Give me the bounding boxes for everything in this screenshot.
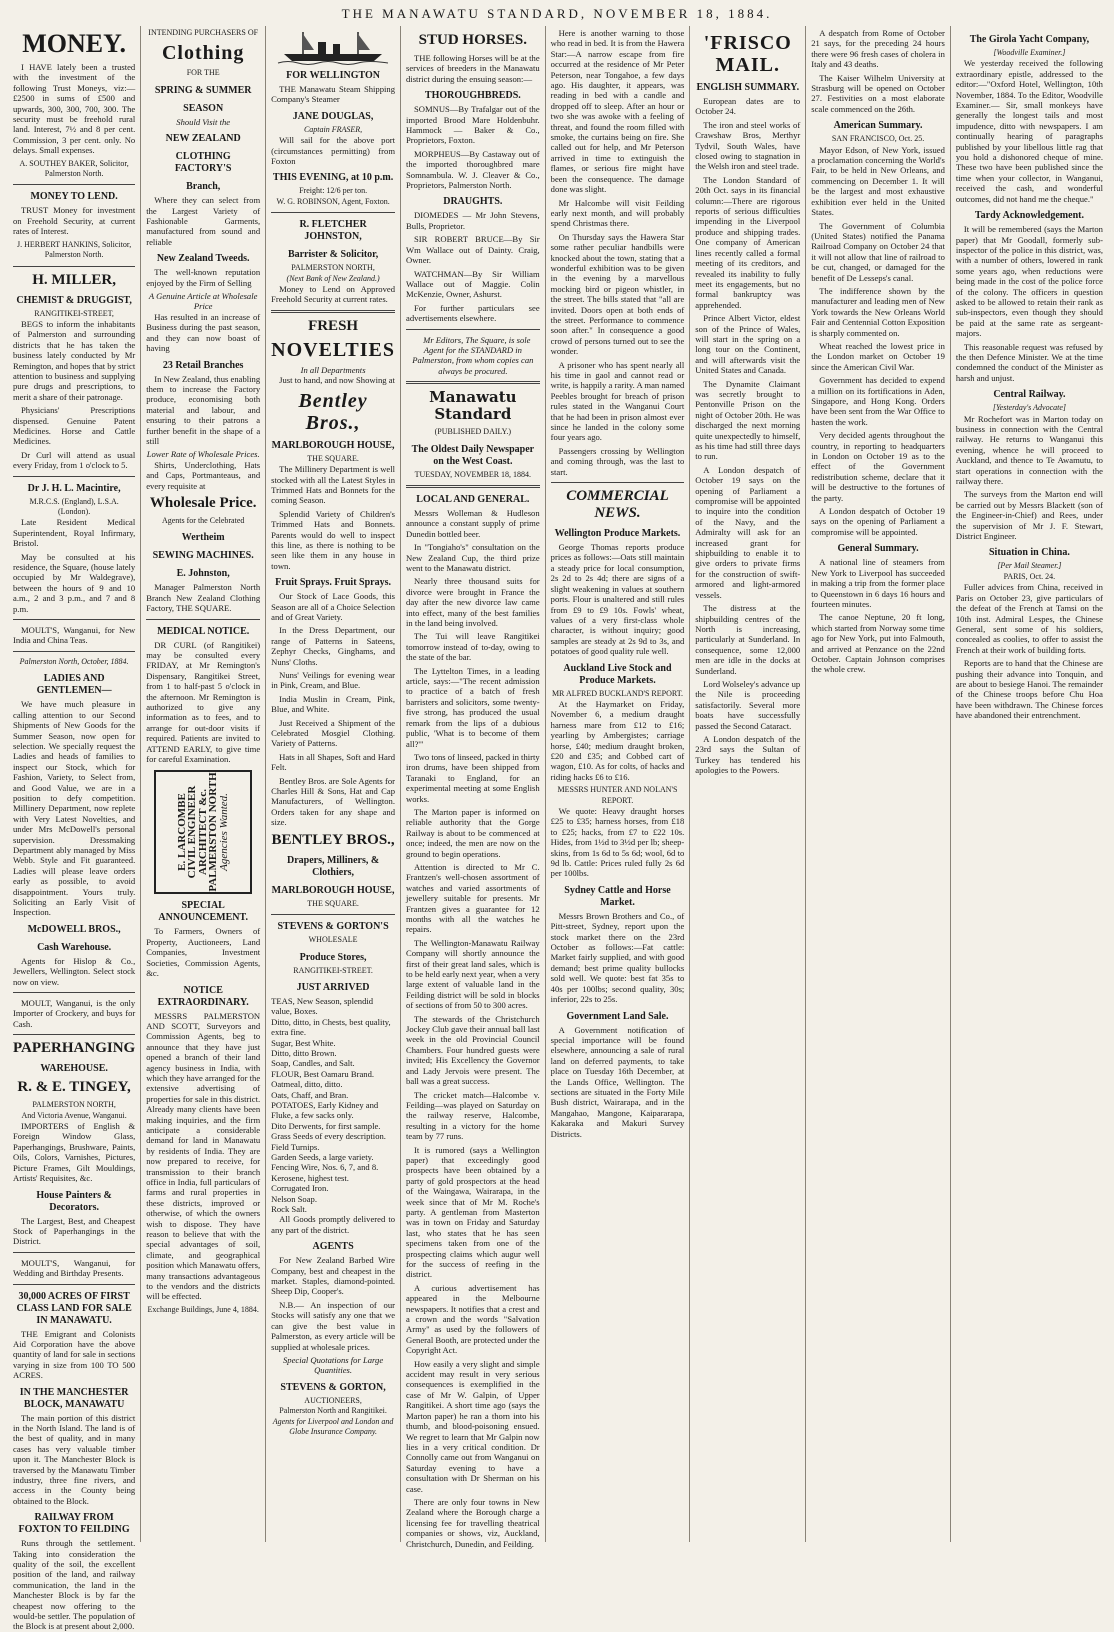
fletcher-body: Money to Lend on Approved Freehold Security at current rates. — [271, 284, 396, 305]
column-8 — [951, 26, 1108, 1542]
cash-body: Agents for Hislop & Co., Jewellers, Wellington. Select stock now on view. — [13, 955, 136, 987]
fletcher-place: PALMERSTON NORTH, — [291, 263, 375, 273]
garden: Garden Seeds, a large variety. — [271, 1152, 374, 1162]
miller-attend: Dr Curl will attend as usual every Friday, from 1 o'clock to 5. — [13, 449, 136, 471]
clothing-manager: Manager Palmerston North Branch New Zealand Clothing Factory, THE SQUARE. — [146, 582, 261, 614]
notice-title: NOTICE EXTRAORDINARY. — [157, 984, 249, 1008]
tardy-p2: This reasonable request was refused by the then Defence Minister. We at the time condemned the conduct of the Minister as harsh and unjust. — [955, 341, 1103, 383]
am-p6: Very decided agents throughout the country, in reporting to headquarters in London on October 19 as to the effect of the Government redistribution scheme, declare that it will be destructive to the fortunes of the party. — [811, 430, 945, 503]
column-7 — [806, 26, 951, 1542]
money-title: MONEY. — [22, 29, 126, 58]
land-rail: RAILWAY FROM FOXTON TO FEILDING — [18, 1512, 130, 1536]
lend-sign: J. HERBERT HANKINS, Solicitor, Palmerston North. — [17, 239, 132, 260]
local-p6: Two tons of linseed, packed in thirty iron drums, have been shipped from Taranaki to England, for an experimental meeting at some English works. — [406, 751, 540, 804]
marlborough-title: MARLBOROUGH HOUSE, — [271, 439, 395, 451]
local-p10: The stewards of the Christchurch Jockey Club gave their annual ball last week in the old Provincial Council Chambers. Four hundred guests were invited; His Excellency the Governor and Lady Jervois were present. The ball was a great success. — [406, 1013, 540, 1087]
tardy-title: Tardy Acknowledgement. — [974, 210, 1084, 222]
clothing-wholesale: Wholesale Price. — [149, 494, 257, 511]
c6-p5: The Dynamite Claimant was secretly brought to Pentonville Prison on the night of October 20th. He was discharged the next morning quite unexpectedly to himself, as his time had still three days to run. — [695, 378, 801, 462]
oatmeal: Oatmeal, ditto, ditto. — [271, 1079, 343, 1090]
local-p3: Nearly three thousand suits for divorce were brought in France the day after the new divorce law came into effect, many of the best families in the land being involved. — [406, 576, 540, 629]
c6-p8: Lord Wolseley's advance up the Nile is proceeding satisfactorily. Several more boats have successfully passed the Second Cataract. — [695, 678, 801, 731]
novelties-in: In all Departments — [300, 364, 366, 375]
china-sub: [Per Mail Steamer.] — [997, 561, 1062, 571]
clothing-season2: SEASON — [183, 102, 224, 114]
am-p1: Mayor Edson, of New York, issued a proclamation concerning the World's Fair, to be held in New Orleans, and commencing on December 1. It will be the largest and most exhaustive exhibition ever held in the United States. — [811, 144, 945, 218]
mac-body: May be consulted at his residence, the Square, (house lately occupied by Mr Waldegrave), between the hours of 9 and 10 a.m., 2 and 3 p.m., and 7 and 8 p.m. — [13, 551, 136, 614]
nb: N.B.— An inspection of our Stocks will satisfy any one that we can give the best value in Palmerston, as every article will be supplied at wholesale prices. — [271, 1299, 396, 1352]
china-title: Situation in China. — [988, 547, 1070, 559]
c6-p3: The London Standard of 20th Oct. says in its financial column:—There are rigorous reports of serious difficulties impending in the Liverpool produce and shipping trades. One company of American lines recently called a formal meeting of its creditors, and revealed its inability to fully meet its engagements, but no formal bankruptcy was apprehended. — [695, 174, 801, 310]
novelties-title: NOVELTIES — [271, 338, 396, 361]
american-title: American Summary. — [833, 120, 923, 132]
draughts: DRAUGHTS. — [443, 196, 503, 208]
seeds: Dito Derwents, for first sample. — [271, 1120, 381, 1131]
c5-p3: On Thursday says the Hawera Star some rather peculiar handbills were knocked about the town, stating that a wonderful exhibition was to be given in the evening by a marvellous mocking bird or pigeon whistler, in the street. The bills stated that "all are invited. Doors open at both ends of the street. Performance to commence soon after." In consequence a good crowd of persons turned out to see the wonder. — [550, 231, 685, 357]
agents-body: For New Zealand Barbed Wire Company, best and cheapest in the market. Staples, diamond-pointed. Sheep Dip, Cooper's. — [271, 1255, 396, 1297]
potatoes: POTATOES, Early Kidney and Fluke, a few sacks only. — [271, 1099, 379, 1121]
auckland-title: Auckland Live Stock and Produce Markets. — [563, 662, 672, 686]
clothing-sewing: SEWING MACHINES. — [152, 550, 254, 562]
paper-sub: WAREHOUSE. — [40, 1063, 108, 1075]
central-p2: The surveys from the Marton end will be carried out by Messrs Blackett (son of the Engineer-in-Chief) and Rees, under the supervision of Mr J. F. Stewart, District Engineer. — [955, 489, 1103, 542]
tingey-body: IMPORTERS of English & Foreign Window Glass, Paperhangings, Brushware, Paints, Oils, Colors, Varnishes, Pictures, Picture Frames, Gilt Mouldings, Artists' Requisites, &c. — [13, 1121, 136, 1184]
column-5 — [546, 26, 691, 1542]
mac-late: Late Resident Medical Superintendent, Royal Infirmary, Bristol. — [13, 517, 136, 549]
moult2-body: MOULT, Wanganui, is the only Importer of Crockery, and buys for Cash. — [13, 998, 136, 1029]
ship-body2: Will sail for the above port (circumstances permitting) from Foxton — [271, 135, 396, 167]
further: For further particulars see advertisements elsewhere. — [406, 302, 540, 324]
girola-p1: We yesterday received the following extraordinary epistle, addressed to the editor:—"Oxford Hotel, Wellington, 10th November, 1884. To the Editor, Woodville Examiner.— Sir, small monkeys have generally the longest tails and most impudence, ditto with newspapers. I am continually hearing of paragraphs published by your libellous little rag that you hold a dishonored cheque of mine. These two have been published since the time when your collector, in Wanganui, received the cash, and wonderful outcomes, did not hand me the cheque." — [955, 58, 1103, 204]
china-p2: Reports are to hand that the Chinese are pushing their advance into Tonquin, and are about to besiege Hanoi. The remainder of the Chinese troops before Chu Hoa have been withdrawn. The Chinese forces have abandoned their entrenchment. — [955, 658, 1103, 721]
turnips: Field Turnips. — [271, 1141, 320, 1152]
gen-p1: A national line of steamers from New York to Liverpool has succeeded in making a trip from the former place to Queenstown in 6 days 16 hours and fourteen minutes. — [811, 557, 945, 609]
central-p1: Mr Rochefort was in Marton today on business in connection with the Central railway. He returns to Wanganui this evening, whence he will proceed to Auckland, and thence to Te Awamutu, to start operations in connection with the railway there. — [955, 413, 1103, 487]
clothing-body4: In New Zealand, thus enabling them to increase the Factory produce, economising both material and labour, and ensuring to their patrons a further benefit in the shape of a still — [146, 373, 261, 446]
local-p4: The Tui will leave Rangitikei tomorrow instead of to-day, owing to the state of the bar. — [406, 631, 540, 663]
c5-p2: Mr Halcombe will visit Feilding early next month, and will probably spend Christmas there. — [550, 197, 685, 229]
ship-agent: W. G. ROBINSON, Agent, Foxton. — [276, 196, 390, 206]
fletcher-title: R. FLETCHER JOHNSTON, — [299, 219, 367, 243]
moult3-body: MOULT'S, Wanganui, for Wedding and Birthday Presents. — [13, 1257, 136, 1279]
ditto2: Ditto, ditto Brown. — [271, 1047, 337, 1058]
c6-p4: Prince Albert Victor, eldest son of the Prince of Wales, will start in the spring on a long tour on the Continent, and will afterwards visit the United States and Canada. — [695, 313, 801, 376]
gen-p2: The canoe Neptune, 20 ft long, which started from Norway some time ago for New York, put into Falmouth, and arrived at Penzance on the 22nd October. Captain Johnson comprises the whole crew. — [811, 612, 945, 675]
sydney-title: Sydney Cattle and Horse Market. — [564, 884, 671, 908]
ladies-title: LADIES AND GENTLEMEN— — [36, 673, 112, 697]
published: (PUBLISHED DAILY.) — [434, 427, 512, 437]
miller-body: BEGS to inform the inhabitants of Palmerston and surrounding districts that he has taken the business lately conducted by Mr Remington, and hopes that by strict attention to business and supplying pure drugs and prescriptions, to merit a share of their patronage. — [13, 318, 136, 402]
salt: Rock Salt. — [271, 1204, 307, 1215]
sprays-body7: Bentley Bros. are Sole Agents for Charles Hill & Sons, Hat and Cap Manufacturers, of Wellington. Orders taken for any shape and size. — [271, 775, 396, 828]
girola-title: The Girola Yacht Company, — [969, 34, 1090, 45]
clothing-branch: Branch, — [186, 181, 221, 193]
clothing-article: A Genuine Article at Wholesale Price — [148, 291, 258, 312]
moult1-body: MOULT'S, Wanganui, for New India and China Teas. — [13, 625, 136, 646]
c6-p6: A London despatch of October 19 says on the opening of Parliament a compromise will be appointed to inquire into the condition of the Navy, and the Admiralty will ask for an increased grant for shipbuilding to enable it to give orders to private firms for the construction of swift-armored and light-armored vessels. — [695, 464, 801, 600]
tingey-house: House Painters & Decorators. — [36, 1189, 112, 1213]
marlborough-square: THE SQUARE. — [307, 453, 359, 463]
c5-p4: A prisoner who has spent nearly all his time in gaol and cannot read or write, is happily a rarity. A man named Peebles brought for breach of prison rules stated in the Wanganui Court that he had been in prison almost ever since he landed in the colony some four years ago. — [550, 359, 685, 443]
local-p2: In "Tongiaho's" consultation on the New Zealand Cup, the third prize went to the Manawatu district. — [406, 542, 540, 573]
square2: THE SQUARE. — [307, 898, 359, 908]
am-p4: Wheat reached the lowest price in the London market on October 19 since the American Civil War. — [811, 340, 945, 372]
frisco-title: 'FRISCO MAIL. — [703, 32, 792, 76]
land-title: 30,000 ACRES OF FIRST CLASS LAND FOR SALE IN MANAWATU. — [16, 1290, 132, 1326]
exchange: Exchange Buildings, June 4, 1884. — [147, 1304, 259, 1314]
c6-p9: A London despatch of the 23rd says the Sultan of Turkey has tendered his apologies to the Powers. — [695, 733, 801, 776]
am-p7: A London despatch of October 19 says on the opening of Parliament a compromise will be appointed. — [811, 506, 945, 537]
ship-captain: Captain FRASER, — [303, 124, 363, 134]
tingey-place: PALMERSTON NORTH, — [32, 1100, 116, 1110]
land-body: THE Emigrant and Colonists Aid Corporation have the above quantity of land for sale in sections varying in size from 100 TO 500 ACRES. — [13, 1328, 136, 1381]
ship-time: THIS EVENING, at 10 p.m. — [272, 172, 394, 184]
mac-title: Dr J. H. L. Macintire, — [27, 482, 121, 494]
tingey-stock: The Largest, Best, and Cheapest Stock of Paperhangings in the District. — [13, 1215, 136, 1247]
am-p5: Government has decided to expend a million on its fortifications in Aden, Singapore, and Hong Kong. Orders have been sent from the War Office to hasten the work. — [811, 375, 945, 427]
paper-name: Manawatu Standard — [429, 388, 517, 424]
clothing-lower: Lower Rate of Wholesale Prices. — [146, 449, 260, 460]
local-p15: There are only four towns in New Zealand where the Borough charge a licensing fee for travelling theatrical companies or shows, viz, Auckland, Christchurch, Dunedin, and Feilding. — [406, 1496, 540, 1549]
editors: Mr Editors, The Square, is sole Agent for the STANDARD in Palmerston, from whom copies can always be procured. — [412, 334, 534, 376]
oldest: The Oldest Daily Newspaper on the West Coast. — [411, 443, 535, 467]
ship-freight: Freight: 12/6 per ton. — [299, 186, 368, 196]
column-1 — [8, 26, 141, 1632]
sprays-body5: Just Received a Shipment of the Celebrated Mosgiel Clothing. Variety of Patterns. — [271, 717, 396, 749]
sprays-body2: In the Dress Department, our range of Patterns in Sateens, Zephyr Checks, Ginghams, and Nuns' Cloths. — [271, 625, 396, 667]
nelson: Nelson Soap. — [271, 1193, 317, 1204]
tardy-p1: It will be remembered (says the Marton paper) that Mr Goodall, formerly sub-inspector of the police in this district, was, with a number of others, lowered in rank some years ago, when reductions were being made in the cost of the police force of the colony. The officers in question asked to be allowed to retain their rank as sub-inspectors, even though they should be paid at the same rate as sergeant-majors. — [955, 224, 1103, 339]
morpheus: MORPHEUS—By Castaway out of the imported thoroughbred mare Somnambula. W. J. Cleaver & Co., Proprietors, Palmerston North. — [406, 148, 540, 191]
fletcher-sub: Barrister & Solicitor, — [287, 249, 379, 261]
ship-title: FOR WELLINGTON — [286, 70, 380, 81]
novelties-body: Just to hand, and now Showing at — [279, 375, 395, 386]
box-line4: PALMERSTON NORTH — [207, 772, 220, 893]
clothing-nz: NEW ZEALAND — [165, 133, 241, 145]
larcombe-card — [154, 770, 252, 894]
somnus: SOMNUS—By Trafalgar out of the imported Brood Mare Holdenbuhr. Hammock — Baker & Co., Proprietors, Foxton. — [406, 104, 540, 146]
teas: TEAS, New Season, splendid value, Boxes. — [271, 995, 374, 1017]
local-p8: Attention is directed to Mr C. Frantzen's well-chosen assortment of watches and varied assortments of jewellery suitable for presents. Mr Frantzen gives a guarantee for 12 months with all the watches he repairs. — [406, 861, 540, 935]
land-body3: Runs through the settlement. Taking into consideration the quality of the soil, the excellent position of the land, and railway communication, the land in the Manchester Block is by far the cheapest now offering to the would-be settler. The population of the Block is at present about 2,000. — [13, 1538, 136, 1632]
column-3 — [266, 26, 401, 1542]
clothing-agents: Agents for the Celebrated — [161, 515, 245, 525]
clothing-season: SPRING & SUMMER — [154, 84, 252, 96]
am-p2: The Government of Columbia (United States) notified the Panama Railroad Company on October 24 that it will not allow that line of railroad to be cut, changed, or damaged for the benefit of De Lesseps's canal. — [811, 220, 945, 283]
box-line1: E. LARCOMBE — [176, 793, 189, 872]
lend-body: TRUST Money for investment on Freehold Security, at current rates of Interest. — [13, 205, 136, 237]
stud-body: THE following Horses will be at the services of breeders in the Manawatu district during the ensuing season:— — [406, 53, 540, 84]
orders: All Goods promptly delivered to any part of the district. — [271, 1214, 396, 1235]
c5-p1: Here is another warning to those who read in bed. It is from the Hawera Star:—A narrow escape from fire occurred at the residence of Mr Peter Peterson, near Tongahoe, a few days ago. His daughter, it appears, was reading in bed with a candle and dropped off to sleep. After an hour or two she was awoke with a feeling of threat, and found the room filled with smoke, the curtains being on fire. She called out for help, and Mr Peterson arrived in time to extinguish the flames, or serious fire might have been the consequence. The damage done was slight. — [550, 28, 685, 195]
clothing-johnston: E. Johnston, — [176, 568, 230, 580]
box-line5: Agencies Wanted. — [217, 793, 230, 872]
ship-body: THE Manawatu Steam Shipping Company's Steamer — [271, 84, 396, 105]
auctioneers: AUCTIONEERS, — [304, 1395, 362, 1405]
clothing-title: Clothing — [161, 42, 245, 65]
local-p9: The Wellington-Manawatu Railway Company will shortly announce the first of their great land sales, which is to be held early next year, when a very large extent of valuable land in the Feilding district will be sold in blocks of sections of from 50 to 300 acres. — [406, 937, 540, 1011]
auckland-body: At the Haymarket on Friday, November 6, a medium draught harness mare from £12 to £16; yearling by Ambergistes; carriage horse, £40; medium draught broken, £20 and £35; and Cobbed cart of wagon, £10. As for colts, of hacks and riding hacks £6 to £16. — [550, 698, 685, 782]
marlborough-body2: Splendid Variety of Children's Trimmed Hats and Bonnets. Parents would do well to inspect this line, as there is nothing to be seen like them in any house in town. — [271, 508, 396, 571]
tingey-title: R. & E. TINGEY, — [17, 1079, 131, 1096]
masthead: THE MANAWATU STANDARD, NOVEMBER 18, 1884. — [341, 6, 773, 21]
land-body2: The main portion of this district in the North Island. The land is of the best of quality, and in many cases has very valuable timber upon it. The Manchester Block is traversed by the Manawatu Timber industry, three fine rivers, and access in the County being obtained to the Block. — [13, 1412, 136, 1506]
tingey-and: And Victoria Avenue, Wanganui. — [21, 1110, 127, 1120]
grass: Grass Seeds of every description. — [271, 1131, 386, 1142]
notice-body: MESSRS PALMERSTON AND SCOTT, Surveyors and Commission Agents, beg to announce that they have just opened a branch of their land agency business in India, with which they have arranged for the extensive advertising of properties for sale in this district. Already many clients have been making inquiries, and the firm anticipate a considerable demand for land in Manawatu by residents of India. They are now prepared to receive, for transmission to their branch office in India, full particulars of farms and rural properties in these districts, improved or otherwise, of which the owners wish to dispose. They have reason to believe that with the special advantages of soil, climate, and geographical position which Manawatu offers, many transactions advantageous to the vendors and the districts will be effected. — [146, 1010, 261, 1302]
box-line3: ARCHITECT &c. — [196, 789, 209, 876]
paper-title: PAPERHANGING — [13, 1040, 136, 1057]
column-2 — [141, 26, 266, 1542]
drapers: Drapers, Milliners, & Clothiers, — [286, 854, 380, 878]
marlborough-body: The Millinery Department is well stocked with all the Latest Styles in Trimmed Hats and Bonnets for the coming Season. — [271, 464, 396, 506]
bentley-title: Bentley Bros., — [298, 389, 368, 434]
miller-sub: CHEMIST & DRUGGIST, — [16, 294, 132, 306]
thorough: THOROUGHBREDS. — [424, 90, 521, 102]
sprays-body3: Nuns' Veilings for evening wear in Pink, Cream, and Blue. — [271, 670, 396, 691]
kerosene: Kerosene, highest test. — [271, 1172, 349, 1183]
girola-sub: [Woodville Examiner.] — [993, 48, 1066, 57]
miller-title: H. MILLER, — [32, 271, 116, 288]
am-p3: The indifference shown by the manufacturer and leading men of New York towards the New Orleans World Fair and Centennial Cotton Exposition is sharply commented on. — [811, 285, 945, 338]
flour: FLOUR, Best Oamaru Brand. — [271, 1068, 375, 1079]
gov-body: A Government notification of special importance will be found elsewhere, announcing a sale of rural land on deferred payments, to take place on Tuesday 16th December, at the Lands Office, Wellington. The sections are situated in the Forty Mile Bush district, Wairarapa, and in the Mangahao, Mangone, Kaipararapa, Kakaraka and Makuri Survey Districts. — [550, 1024, 685, 1139]
clothing-branches: 23 Retail Branches — [162, 359, 244, 371]
sprays-title: Fruit Sprays. Fruit Sprays. — [275, 577, 391, 589]
arrived: JUST ARRIVED — [296, 981, 370, 993]
oats: Oats, Chaff, and Bran. — [271, 1089, 349, 1100]
local-p14: How easily a very slight and simple accident may result in very serious consequences is exemplified in the case of Mr W. Galpin, of Upper Rangitikei. A short time ago (says the Marton paper) he ran a thorn into his thumb, and blood-poisoning ensued. We regret to learn that Mr Galpin now lies in a very critical condition. Dr Connolly came out from Wanganui on Saturday evening to have a consultation with Dr Sherman on his case. — [406, 1358, 540, 1494]
iron: Corrugated Iron. — [271, 1183, 329, 1194]
miller-street: RANGITIKEI-STREET, — [34, 308, 114, 318]
watchman: WATCHMAN—By Sir William Wallace out of Maggie. Colin McKenzie, Owner, Ashurst. — [406, 268, 540, 300]
clothing-for: FOR THE — [186, 68, 220, 78]
produce: Produce Stores, — [299, 951, 367, 963]
ditto: Ditto, ditto, in Chests, best quality, extra fine. — [271, 1016, 391, 1038]
special-title: SPECIAL ANNOUNCEMENT. — [158, 900, 248, 924]
china-p1: Fuller advices from China, received in Paris on October 23, give particulars of the defeat of the French at Tamsi on the 10th inst. Admiral Lespes, the Chinese General, sent some of his soldiers, concealed as coolies, to offer to assist the French at their work of building forts. — [955, 582, 1103, 655]
marlborough2: MARLBOROUGH HOUSE, — [271, 884, 395, 896]
c7-p1: A despatch from Rome of October 21 says, for the preceding 24 hours there were 96 fresh cases of cholera in Italy and 43 deaths. — [811, 28, 945, 70]
clothing-intro: INTENDING PURCHASERS OF — [148, 28, 259, 37]
clothing-shirts: Shirts, Underclothing, Hats and Caps, Portmanteaus, and every requisite at — [146, 459, 261, 491]
medical-title: MEDICAL NOTICE. — [157, 625, 250, 637]
cash-title: Cash Warehouse. — [37, 941, 112, 953]
medical-body: DR CURL (of Rangitikei) may be consulted every FRIDAY, at Mr Remington's Dispensary, Rangitikei Street, from 1 to half-past 5 o'clock in the afternoon. Mr Remington is authorized to give any information as to fees, and to arrange for out-door visits if required. Patients are invited to ATTEND EARLY, to give time for careful Examination. — [146, 639, 261, 765]
money-sign: A. SOUTHEY BAKER, Solicitor, Palmerston North. — [19, 158, 129, 179]
sprays-body6: Hats in all Shapes, Soft and Hard Felt. — [271, 751, 396, 773]
china-place: PARIS, Oct. 24. — [1003, 571, 1056, 581]
newspaper-page — [8, 26, 1108, 1632]
streets: Palmerston North and Rangitikei. — [279, 1406, 387, 1416]
special-body: To Farmers, Owners of Property, Auctioneers, Land Companies, Investment Societies, Commission Agents, &c. — [146, 926, 261, 979]
central-sub: [Yesterday's Advocate] — [992, 403, 1067, 413]
c6-p2: The iron and steel works of Crawshaw Bros, Merthyr Tydvil, South Wales, have closed owing to stagnation in the Welsh iron and steel trade. — [695, 119, 801, 172]
fletcher-next: (Next Bank of New Zealand.) — [286, 273, 380, 283]
robert: SIR ROBERT BRUCE—By Sir Wm Wallace out of Dainty. Craig, Owner. — [406, 234, 540, 266]
c6-p7: The distress at the shipbuilding centres of the North is increasing, particularly at Sunderland. In consequence, some 12,000 men are idle in the docks at Sunderland. — [695, 603, 801, 676]
quotations: Special Quotations for Large Quantities. — [282, 1354, 384, 1376]
local-p12: It is rumored (says a Wellington paper) that exceedingly good prospects have been obtained by a party of gold prospectors at the head of the Waingawa, Wairarapa, in the week since that of Mr M. Roche's party. A gentleman from Masterton was in town on Friday and Saturday last, who states that he has seen specimens taken from one of the prospecting claims which augur well for the success of reefing in the district. — [406, 1144, 540, 1280]
stevens-title: STEVENS & GORTON'S — [277, 921, 389, 933]
auckland-sub: MR ALFRED BUCKLAND'S REPORT. — [551, 688, 683, 698]
local-p1: Messrs Wolleman & Hudleson announce a constant supply of prime Dunedin bottled beer. — [406, 507, 540, 539]
steamship-icon — [278, 30, 388, 64]
central-title: Central Railway. — [993, 389, 1066, 401]
local-p11: The cricket match—Halcombe v. Feilding—was played on Saturday on the railway reserve, Halcombe, resulting in a victory for the home team by 77 runs. — [406, 1089, 540, 1142]
hunter-title: MESSRS HUNTER AND NOLAN'S REPORT. — [557, 785, 678, 805]
local-p5: The Lyttelton Times, in a leading article, says:—"The recent admission to practice of a batch of fresh barristers and solicitors, some twenty-five strong, has produced the usual remark from the lips of a dubious public, 'What is to become of them all?'" — [406, 665, 540, 749]
well-body: George Thomas reports produce prices as follows:—Oats still maintain a steady price for local consumption, 2s 2d to 2s 4d; there are signs of a slight weakening in values at southern ports. Flour is unaltered and still rules from £9 to £9 10s. Fowls' wheat, values of a very first-class whole character, is without inquiry; good samples are steady at 2s 9d to 3s, and potatoes of good quality rule well. — [550, 542, 685, 657]
commercial-title: COMMERCIAL NEWS. — [566, 488, 669, 522]
clothing-body: Where they can select from the Largest Variety of Fashionable Garments, manufactured from sound and reliable — [146, 195, 261, 247]
soap: Soap, Candles, and Salt. — [271, 1058, 355, 1069]
gov-title: Government Land Sale. — [566, 1010, 669, 1022]
wholesale: WHOLESALE — [308, 935, 358, 945]
stud-title: STUD HORSES. — [418, 32, 528, 48]
c7-p2: The Kaiser Wilhelm University at Strasburg will be opened on October 27. Festivities on a most elaborate scale commenced on the 26th. — [811, 72, 945, 114]
c5-p5: Passengers crossing by Wellington and coming through, was the last to start. — [550, 445, 685, 477]
sprays-body: Our Stock of Lace Goods, this Season are all of a Choice Selection and of Great Variety. — [271, 591, 396, 622]
ladies-body: We have much pleasure in calling attention to our Second Shipments of New Goods for the Summer Season, now open for selection. We specially request the Ladies and heads of families to inspect our Stock, which for Fashion, Variety, to Select from, and Good Value, we are in a position to defy competition. Millinery Department, now replete with Very Latest Novelties, and under Mrs McDowell's personal supervision. Dressmaking Department ably managed by Miss Webb. Style and Fit guaranteed. Ladies will please leave orders early as possible, to avoid disappointment. Yours truly. Soliciting an Early Visit of Inspection. — [13, 699, 136, 918]
local-title: LOCAL AND GENERAL. — [416, 493, 530, 505]
clothing-visit: Should Visit the — [176, 116, 231, 127]
bentley2-title: BENTLEY BROS., — [271, 831, 395, 848]
clothing-factory: CLOTHING FACTORY'S — [174, 151, 232, 175]
sprays-body4: India Muslin in Cream, Pink, Blue, and White. — [271, 693, 396, 715]
local-p7: The Marton paper is informed on reliable authority that the Gorge Railway is about to be commenced at once; indeed, the men are now on the ground to begin operations. — [406, 806, 540, 859]
box-line2: CIVIL ENGINEER — [186, 786, 199, 879]
ship-name: JANE DOUGLAS, — [292, 110, 374, 122]
diomedes: DIOMEDES — Mr John Stevens, Bulls, Proprietor. — [406, 210, 540, 231]
wellington-title: Wellington Produce Markets. — [554, 528, 681, 540]
agents: AGENTS — [312, 1241, 354, 1253]
english-title: ENGLISH SUMMARY. — [696, 82, 800, 93]
agents-lpool: Agents for Liverpool and London and Globe Insurance Company. — [272, 1416, 394, 1436]
general-title: General Summary. — [837, 543, 919, 555]
mac-quals: M.R.C.S. (England), L.S.A. (London). — [29, 496, 119, 516]
miller-phys: Physicians' Prescriptions dispensed. Genuine Patent Medicines. Horse and Cattle Medicines. — [13, 405, 136, 447]
ladies-sign: McDOWELL BROS., — [27, 923, 121, 935]
column-6 — [690, 26, 806, 1542]
clothing-wertheim: Wertheim — [181, 532, 225, 544]
fresh-title: FRESH — [308, 317, 359, 334]
sugar: Sugar, Best White. — [271, 1037, 336, 1048]
land-in: IN THE MANCHESTER BLOCK, MANAWATU — [19, 1386, 129, 1410]
money-body: I HAVE lately been a trusted with the investment of the following Trust Moneys, viz:— £2500 in sums of £500 and upwards, 300, 300, 700, 300. The security must be freehold rural land. Interest, 7½ and 8 per cent. Commission, 3 per cent. only. No delays. Small expenses. — [13, 62, 136, 156]
clothing-body2: The well-known reputation enjoyed by the Firm of Selling — [146, 267, 261, 288]
stevens2: STEVENS & GORTON, — [280, 1381, 386, 1393]
c6-p1: European dates are to October 24. — [695, 96, 801, 117]
ladies-date: Palmerston North, October, 1884. — [19, 656, 129, 666]
column-4 — [401, 26, 546, 1549]
rangitikei: RANGITIKEI-STREET. — [293, 965, 373, 975]
lend-title: MONEY TO LEND. — [30, 191, 118, 203]
date: TUESDAY, NOVEMBER 18, 1884. — [414, 469, 532, 479]
hunter-body: We quote: Heavy draught horses £25 to £35; harness horses, from £18 to £25; hacks, from £7 to £22 10s. Hides, from 1½d to 3½d per lb; sheep-skins, from 1s 6d to 5s 6d; wool, 6d to 9d lb. Cattle: Prices ruled fully 2s 6d per 100lbs. — [550, 806, 685, 879]
sydney-body: Messrs Brown Brothers and Co., of Pitt-street, Sydney, report upon the stock market there on the 23rd October as follows:—Fat cattle: Market fairly supplied, and with good demand; best prime quality bullocks sold well. We quote: best fat 35s to 40s per 100lbs; second quality, 30s; inferior, 22s to 25s. — [550, 910, 685, 1005]
am-place: SAN FRANCISCO, Oct. 25. — [831, 134, 925, 144]
clothing-tweeds: New Zealand Tweeds. — [156, 253, 250, 265]
clothing-body3: Has resulted in an increase of Business during the past season, and they can now boast of having — [146, 311, 261, 354]
wire: Fencing Wire, Nos. 6, 7, and 8. — [271, 1162, 379, 1173]
local-p13: A curious advertisement has appeared in the Melbourne newspapers. It notifies that a crest and a crown and the words "Salvation Army" as used by the followers of General Booth, are protected under the Copyright Act. — [406, 1282, 540, 1356]
